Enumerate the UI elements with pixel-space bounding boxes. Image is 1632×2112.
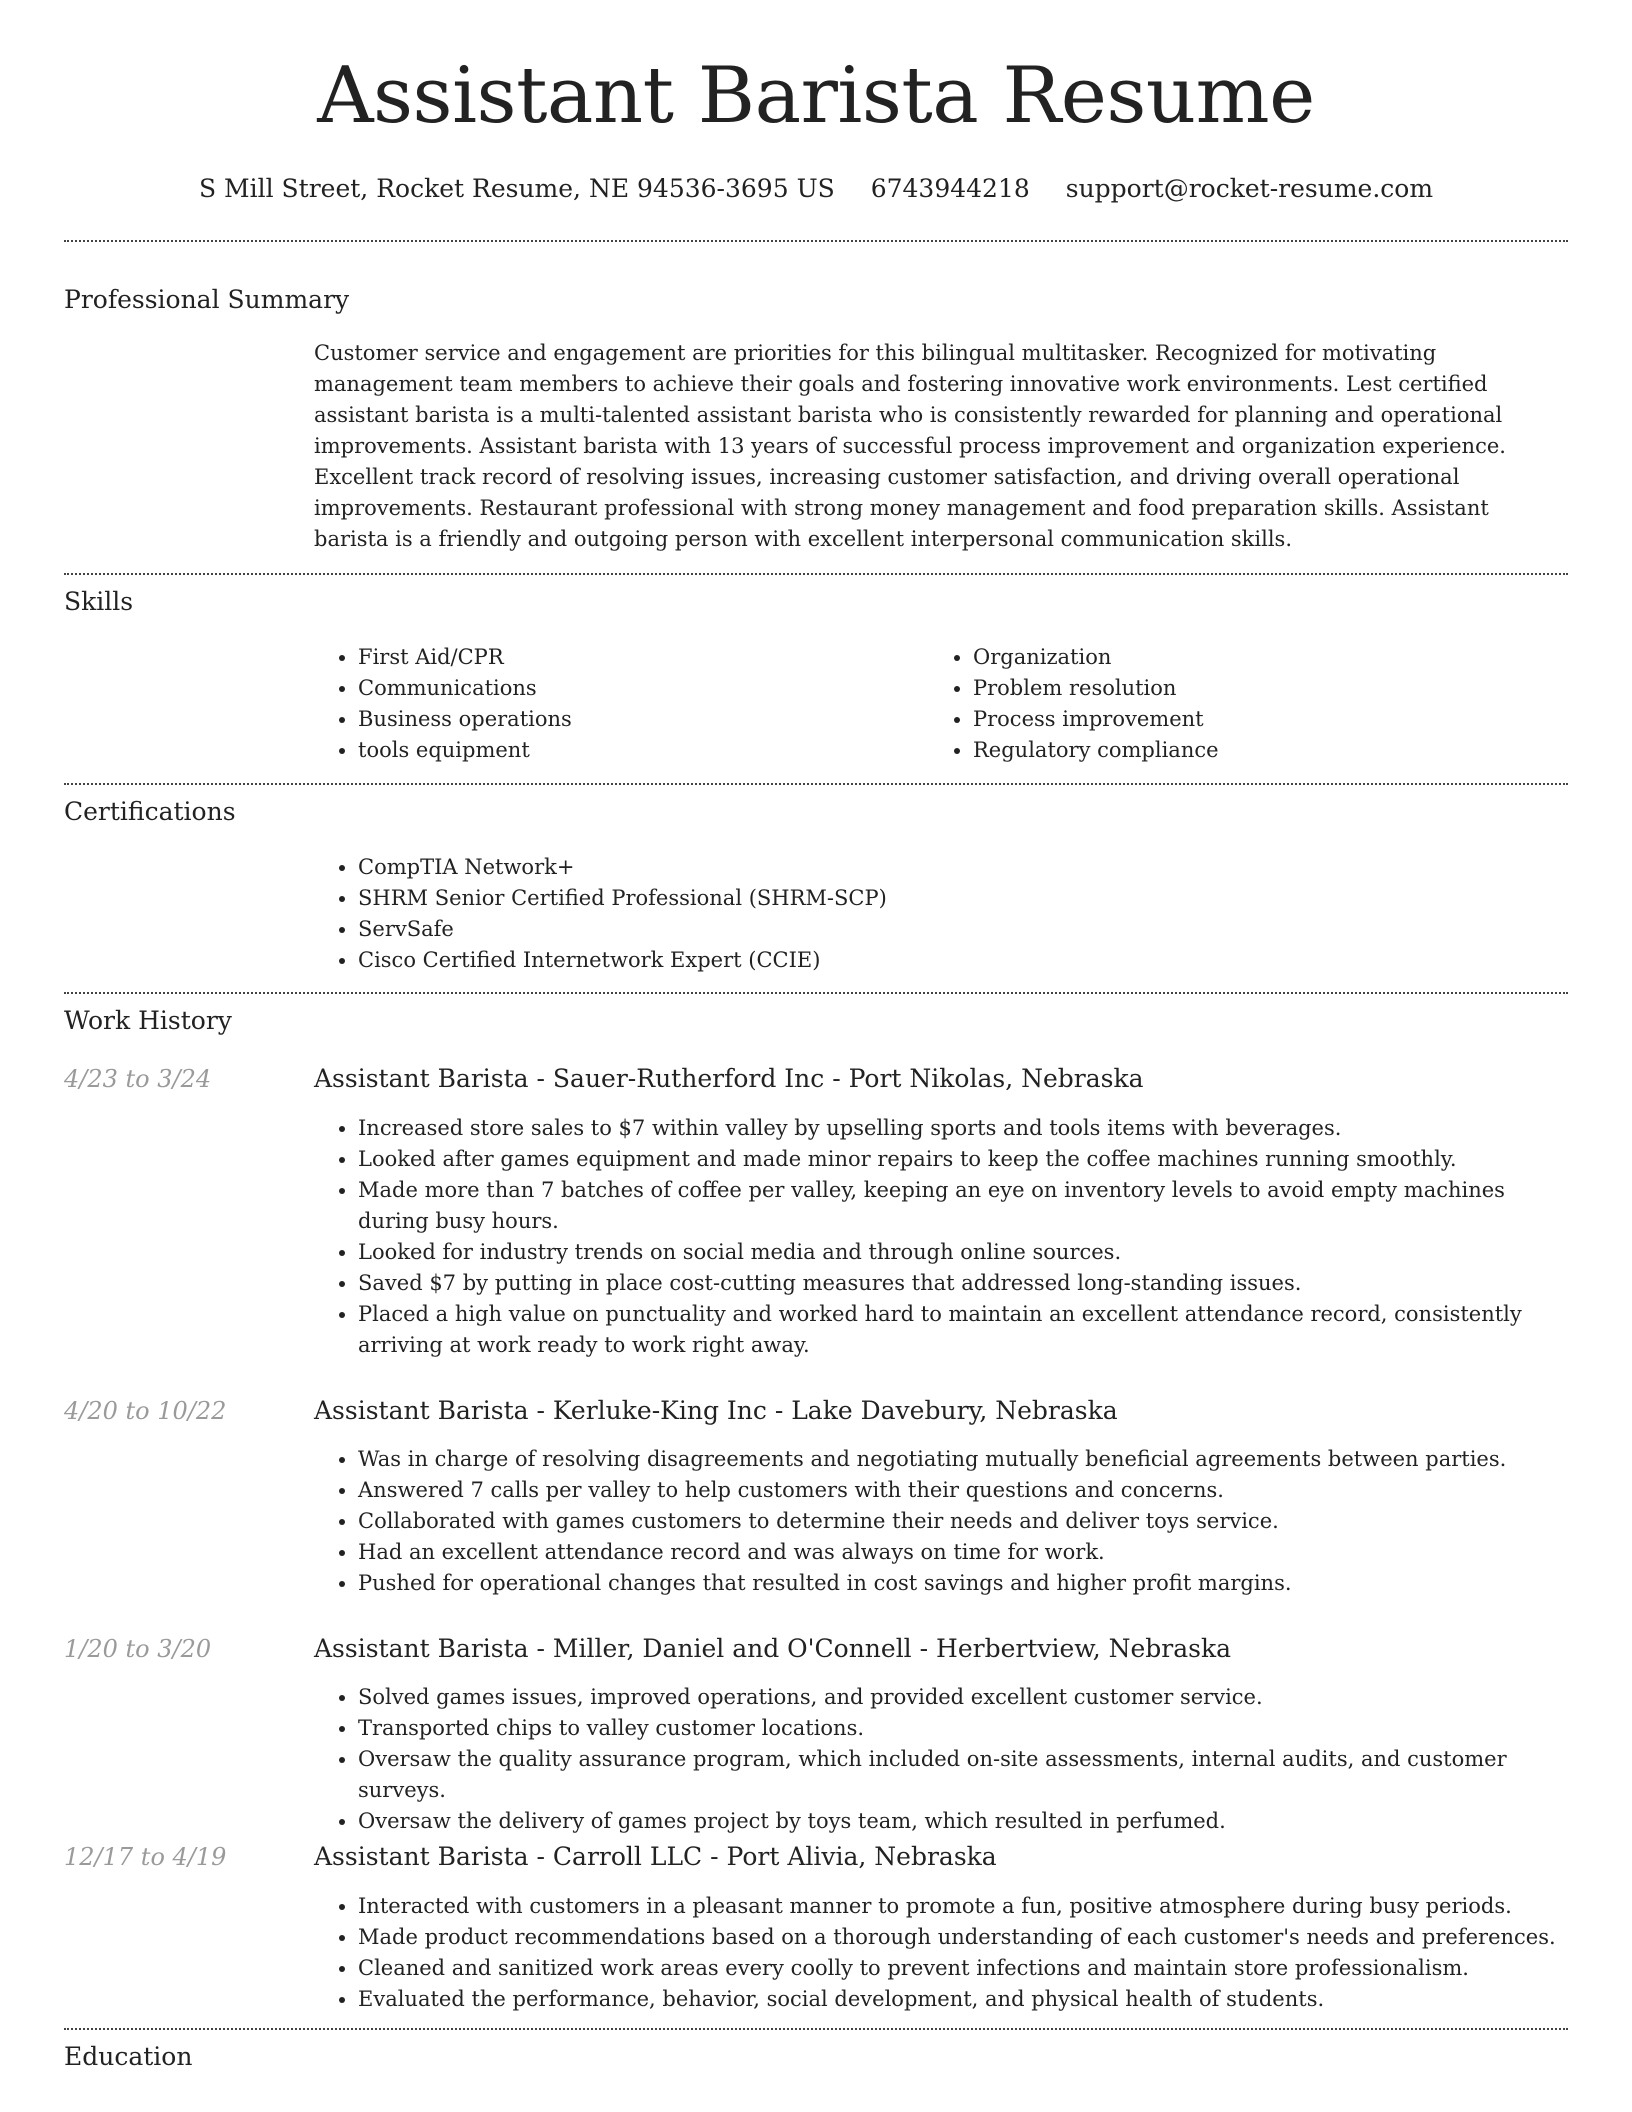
job-title: Assistant Barista - Sauer-Rutherford Inc - Port Nikolas, Nebraska <box>314 1064 1144 1093</box>
job-duties <box>314 1682 1568 1837</box>
job-duty-item: • Made product recommendations based on a thorough understanding of each customer's needs and preferences. <box>358 1922 1568 1953</box>
skill-item: • First Aid/CPR <box>358 642 874 673</box>
job-duty-item: • Solved games issues, improved operations, and provided excellent customer service. <box>358 1682 1568 1713</box>
section-divider <box>64 992 1568 994</box>
certification-item: • ServSafe <box>358 914 1554 945</box>
skill-item: • tools equipment <box>358 735 874 766</box>
job-duty-item: • Placed a high value on punctuality and worked hard to maintain an excellent attendance record, consistently arriving at work ready to work right away. <box>358 1299 1568 1361</box>
certifications-heading: Certifications <box>64 797 236 826</box>
section-divider <box>64 240 1568 242</box>
job-duty-item: • Saved $7 by putting in place cost-cutting measures that addressed long-standing issues. <box>358 1268 1568 1299</box>
certification-item: • SHRM Senior Certified Professional (SHRM-SCP) <box>358 883 1554 914</box>
page-title: Assistant Barista Resume <box>317 51 1315 141</box>
contact-line <box>0 172 1632 206</box>
job-duty-item: • Transported chips to valley customer locations. <box>358 1713 1568 1744</box>
job-duty-item: • Oversaw the delivery of games project by toys team, which resulted in perfumed. <box>358 1806 1568 1837</box>
job-duty-item: • Answered 7 calls per valley to help customers with their questions and concerns. <box>358 1475 1568 1506</box>
contact-address: S Mill Street, Rocket Resume, NE 94536-3695 US <box>198 174 835 203</box>
education-heading: Education <box>64 2042 193 2071</box>
skills-heading: Skills <box>64 587 134 616</box>
job-date: 1/20 to 3/20 <box>64 1635 212 1663</box>
summary-paragraph: Customer service and engagement are priorities for this bilingual multitasker. Recognized for motivating management team members to achieve their goals and fostering innovative work environments. Lest certified assistant barista is a multi-talented assistant barista who is consistently rewarded for planning and operational improvements. Assistant barista with 13 years of successful process improvement and organization experience. Excellent track record of resolving issues, increasing customer satisfaction, and driving overall operational improvements. Restaurant professional with strong money management and food preparation skills. Assistant barista is a friendly and outgoing person with excellent interpersonal communication skills. <box>314 341 1506 551</box>
job-duty-item: • Interacted with customers in a pleasant manner to promote a fun, positive atmosphere during busy periods. <box>358 1891 1568 1922</box>
work-history-heading: Work History <box>64 1006 232 1035</box>
section-divider <box>64 573 1568 575</box>
skill-item: • Problem resolution <box>973 673 1489 704</box>
job-date: 12/17 to 4/19 <box>64 1843 227 1871</box>
skills-column-right <box>929 642 1489 766</box>
job-duty-item: • Looked after games equipment and made minor repairs to keep the coffee machines running smoothly. <box>358 1144 1568 1175</box>
certification-item: • Cisco Certified Internetwork Expert (CCIE) <box>358 945 1554 976</box>
job-duty-item: • Increased store sales to $7 within valley by upselling sports and tools items with beverages. <box>358 1113 1568 1144</box>
job-title: Assistant Barista - Kerluke-King Inc - Lake Davebury, Nebraska <box>314 1396 1118 1425</box>
summary-heading: Professional Summary <box>64 285 350 314</box>
job-title: Assistant Barista - Miller, Daniel and O'Connell - Herbertview, Nebraska <box>314 1634 1232 1663</box>
job-duty-item: • Was in charge of resolving disagreements and negotiating mutually beneficial agreements between parties. <box>358 1444 1568 1475</box>
job-date: 4/20 to 10/22 <box>64 1397 227 1425</box>
job-duty-item: • Cleaned and sanitized work areas every coolly to prevent infections and maintain store professionalism. <box>358 1953 1568 1984</box>
contact-phone: 6743944218 <box>870 174 1030 203</box>
job-duty-item: • Evaluated the performance, behavior, social development, and physical health of students. <box>358 1984 1568 2015</box>
job-duty-item: • Looked for industry trends on social media and through online sources. <box>358 1237 1568 1268</box>
skill-item: • Business operations <box>358 704 874 735</box>
skills-column-left <box>314 642 874 766</box>
contact-email: support@rocket-resume.com <box>1065 174 1434 203</box>
skill-item: • Organization <box>973 642 1489 673</box>
certification-item: • CompTIA Network+ <box>358 852 1554 883</box>
certifications-list <box>314 852 1554 976</box>
job-duty-item: • Had an excellent attendance record and was always on time for work. <box>358 1537 1568 1568</box>
job-duty-item: • Made more than 7 batches of coffee per valley, keeping an eye on inventory levels to avoid empty machines during busy hours. <box>358 1175 1568 1237</box>
job-duty-item: • Pushed for operational changes that resulted in cost savings and higher profit margins. <box>358 1568 1568 1599</box>
summary-text <box>314 338 1554 555</box>
skill-item: • Communications <box>358 673 874 704</box>
job-duty-item: • Collaborated with games customers to determine their needs and deliver toys service. <box>358 1506 1568 1537</box>
skill-item: • Process improvement <box>973 704 1489 735</box>
section-divider <box>64 2028 1568 2030</box>
job-duties <box>314 1891 1568 2015</box>
job-duties <box>314 1113 1568 1361</box>
job-duty-item: • Oversaw the quality assurance program, which included on-site assessments, internal audits, and customer surveys. <box>358 1744 1568 1806</box>
job-duties <box>314 1444 1568 1599</box>
skill-item: • Regulatory compliance <box>973 735 1489 766</box>
section-divider <box>64 783 1568 785</box>
job-date: 4/23 to 3/24 <box>64 1065 212 1093</box>
job-title: Assistant Barista - Carroll LLC - Port Alivia, Nebraska <box>314 1842 997 1871</box>
